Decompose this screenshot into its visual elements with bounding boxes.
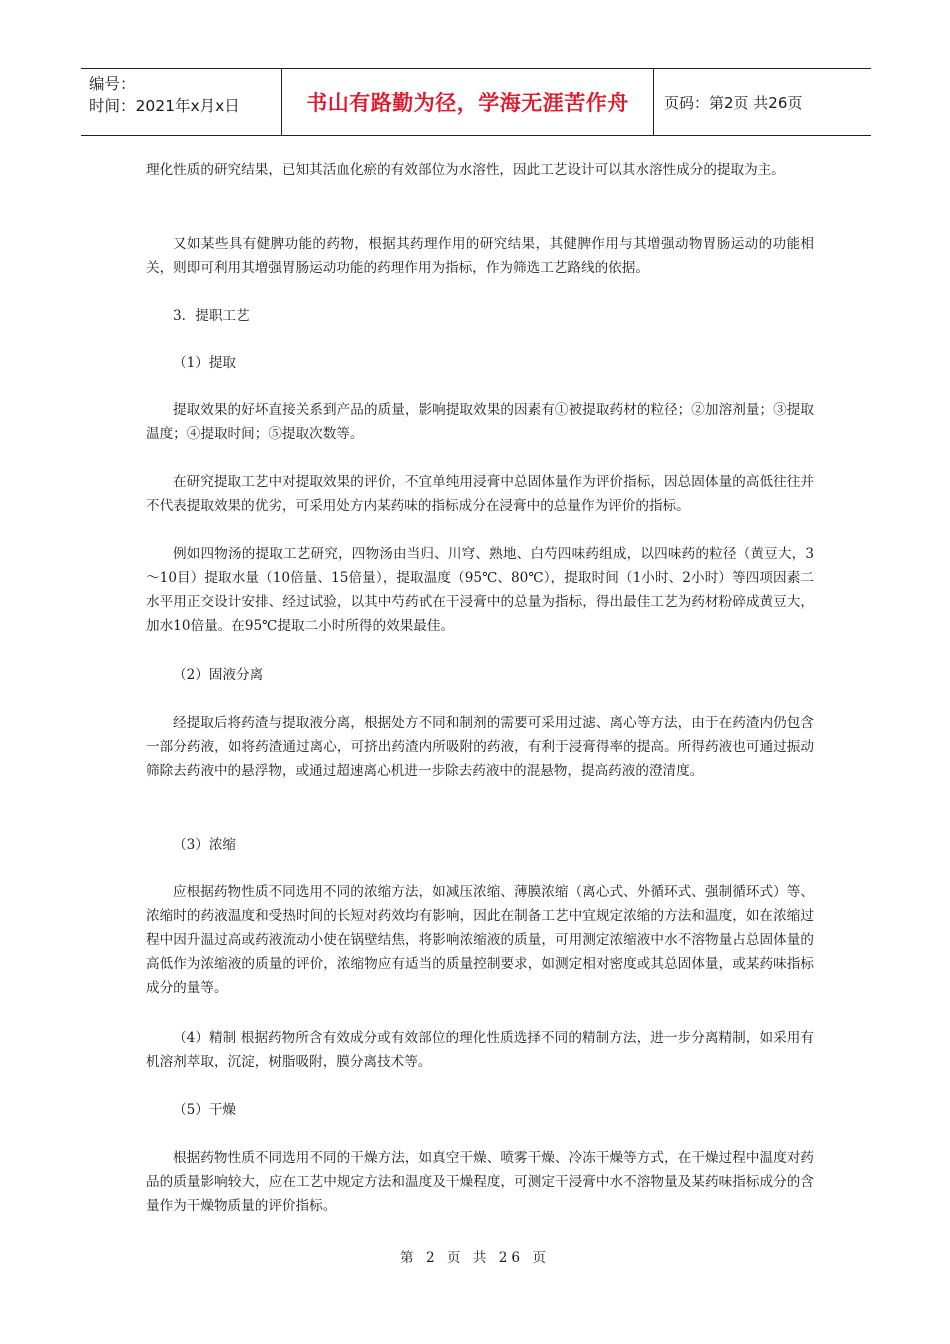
subheading-solid-liquid-separation: （2）固液分离 [173,667,264,683]
subheading-drying: （5）干燥 [173,1102,237,1118]
paragraph-refining: （4）精制 根据药物所含有效成分或有效部位的理化性质选择不同的精制方法，进一步分离精制，如采用有机溶剂萃取，沉淀，树脂吸附，膜分离技术等。 [146,1030,814,1070]
subheading-concentration: （3）浓缩 [173,837,237,853]
paragraph-drying: 根据药物性质不同选用不同的干燥方法，如真空干燥、喷雾干燥、冷冻干燥等方式，在干燥过程中温度对药品的质量影响较大，应在工艺中规定方法和温度及干燥程度，可测定干浸膏中水不溶物量及某药味指标成分的含量作为干燥物质量的评价指标。 [146,1150,814,1214]
header-left-cell [81,69,281,135]
page-footer: 第 2 页 共 26 页 [400,1250,550,1266]
document-number-label: 编号： [89,75,136,93]
paragraph-separation: 经提取后将药渣与提取液分离，根据处方不同和制剂的需要可采用过滤、离心等方法，由于在药渣内仍包含一部分药液，如将药渣通过离心，可挤出药渣内所吸附的药液，有利于浸膏得率的提高。所得药液也可通过振动筛除去药液中的悬浮物，或通过超速离心机进一步除去药液中的混悬物，提高药液的澄清度。 [146,715,814,779]
paragraph-siwu-decoction-example: 例如四物汤的提取工艺研究，四物汤由当归、川穹、熟地、白芍四味药组成，以四味药的粒径（黄豆大，3～10目）提取水量（10倍量、15倍量），提取温度（95℃、80℃），提取时间（1小时、2小时）等四项因素二水平用正交设计安排、经过试验，以其中芍药甙在干浸膏中的总量为指标，得出最佳工艺为药材粉碎成黄豆大，加水10倍量。在95℃提取二小时所得的效果最佳。 [146,546,814,634]
section-heading-extraction-process: 3．提职工艺 [173,308,250,324]
paragraph-concentration: 应根据药物性质不同选用不同的浓缩方法，如减压浓缩、薄膜浓缩（离心式、外循环式、强制循环式）等、浓缩时的药液温度和受热时间的长短对药效均有影响，因此在制备工艺中宜规定浓缩的方法和温度，如在浓缩过程中因升温过高或药液流动小使在锅壁结焦，将影响浓缩液的质量，可用测定浓缩液中水不溶物量占总固体量的高低作为浓缩液的质量的评价，浓缩物应有适当的质量控制要求，如测定相对密度或其总固体量，或某药味指标成分的量等。 [146,884,814,996]
paragraph-spleen-example: 又如某些具有健脾功能的药物，根据其药理作用的研究结果，其健脾作用与其增强动物胃肠运动的功能相关，则即可利用其增强胃肠运动功能的药理作用为指标，作为筛选工艺路线的依据。 [146,236,814,276]
document-time-label: 时间：2021年x月x日 [89,97,240,115]
header-page-info: 页码：第2页 共26页 [664,93,803,112]
header-motto: 书山有路勤为径，学海无涯苦作舟 [281,69,654,135]
paragraph-continued: 理化性质的研究结果，已知其活血化瘀的有效部位为水溶性，因此工艺设计可以其水溶性成分的提取为主。 [146,162,785,178]
paragraph-extraction-evaluation: 在研究提取工艺中对提取效果的评价，不宜单纯用浸膏中总固体量作为评价指标，因总固体量的高低往往并不代表提取效果的优劣，可采用处方内某药味的指标成分在浸膏中的总量作为评价的指标。 [146,474,814,514]
subheading-extraction: （1）提取 [173,355,237,371]
paragraph-extraction-factors: 提取效果的好坏直接关系到产品的质量，影响提取效果的因素有①被提取药材的粒径；②加溶剂量；③提取温度；④提取时间；⑤提取次数等。 [146,402,814,442]
page-header [81,68,871,136]
